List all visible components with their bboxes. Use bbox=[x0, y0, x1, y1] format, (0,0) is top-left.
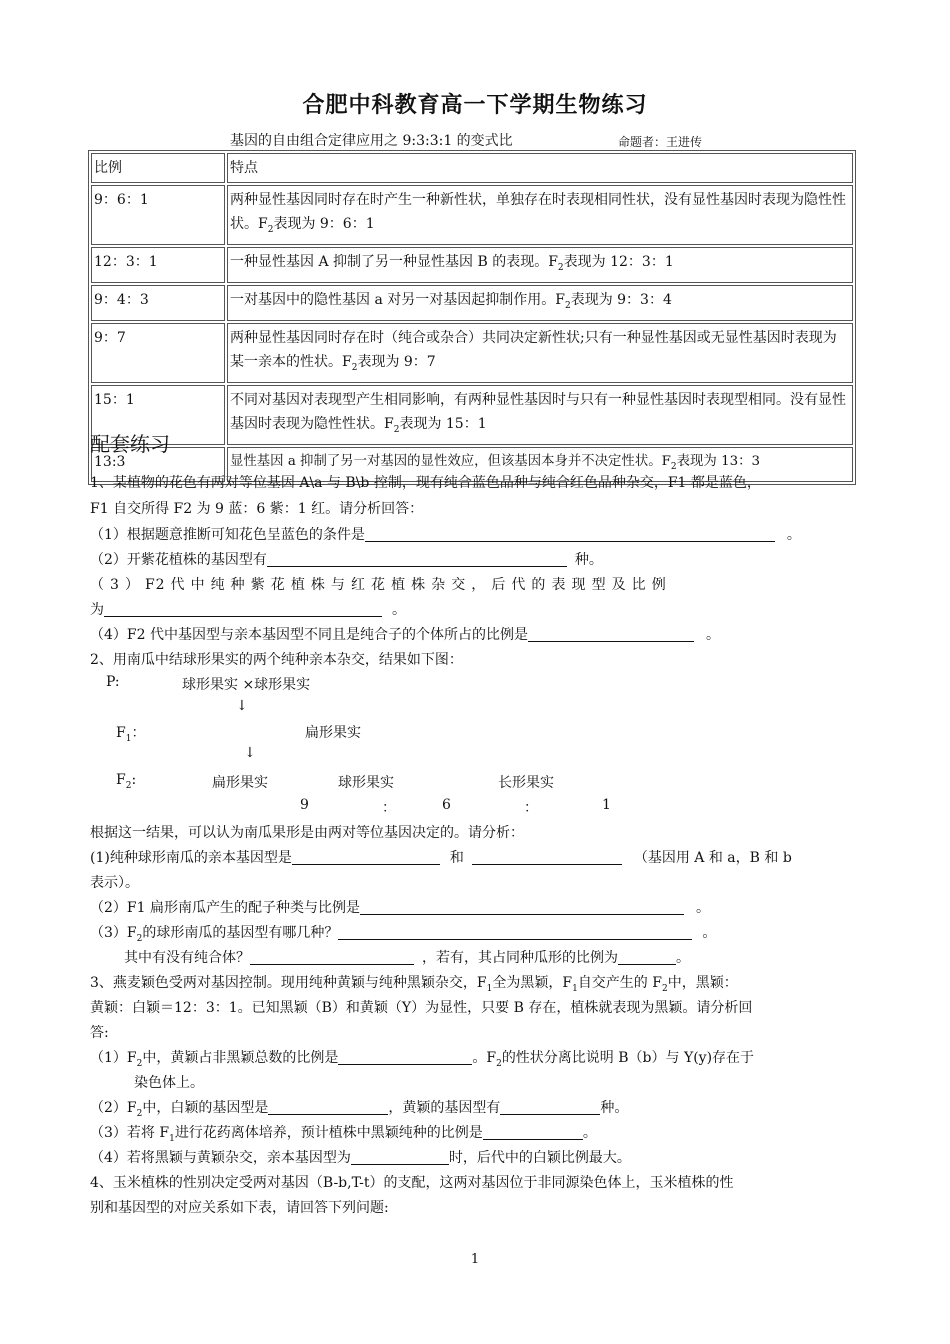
table-row bbox=[91, 323, 853, 383]
q2-ratio-1: 1 bbox=[602, 797, 611, 813]
table-header-feature: 特点 bbox=[227, 153, 853, 183]
q3-part1: $(1)F_2$中，黄颖占非黑颖总数的比例是 。$F_2$的性状分离比说明 B（b）与 Y(y)存在于 bbox=[90, 1050, 755, 1069]
q2-answer-blank-2[interactable] bbox=[472, 848, 622, 865]
table-header-ratio: 比例 bbox=[91, 153, 225, 183]
q2-sub3: $(3)F_2$的球形南瓜的基因型有哪几种？ 。 bbox=[90, 925, 717, 944]
page-title: 合肥中科教育高一下学期生物练习 bbox=[302, 93, 648, 118]
table-cell-feature: 两种显性基因同时存在时（纯合或杂合）共同决定新性状;只有一种显性基因或无显性基因时表现为某一亲本的性状。$F_2$表现为 9：7 bbox=[227, 323, 853, 383]
q3-stem-line2: 黄颖：白颖＝12：3：1。已知黑颖（B）和黄颖（Y）为显性，只要 B 存在，植株就表现为黑颖。请分析回 bbox=[90, 1000, 753, 1016]
q3-stem-line3: 答: bbox=[90, 1025, 109, 1041]
q2-f2-phenotype-long: 长形果实 bbox=[498, 775, 554, 791]
q1-answer-blank-4[interactable] bbox=[528, 625, 694, 642]
table-cell-feature: 两种显性基因同时存在时产生一种新性状，单独存在时表现相同性状，没有显性基因时表现为隐性性状。$F_2$表现为 9：6：1 bbox=[227, 185, 853, 245]
q3-answer-blank-3[interactable] bbox=[500, 1098, 600, 1115]
q1-stem-line1: 1、某植物的花色有两对等位基因 A\a 与 B\b 控制，现有纯合蓝色品种与纯合红色品种杂交，F1 都是蓝色， bbox=[90, 475, 761, 491]
q1-part3-line2: 为 。 bbox=[90, 602, 406, 618]
q1-answer-blank-2[interactable] bbox=[267, 550, 567, 567]
q3-answer-blank-2[interactable] bbox=[268, 1098, 388, 1115]
q1-answer-blank-1[interactable] bbox=[365, 525, 775, 542]
q2-ratio-colon: ： bbox=[382, 800, 396, 816]
q2-f1-label: $F_1$： bbox=[116, 725, 146, 744]
q2-answer-blank-3[interactable] bbox=[360, 898, 684, 915]
q2-ratio-6: 6 bbox=[442, 797, 451, 813]
q2-sub1-cont: 表示）。 bbox=[90, 875, 139, 891]
q2-stem: 2、用南瓜中结球形果实的两个纯种亲本杂交，结果如下图： bbox=[90, 652, 463, 668]
table-row bbox=[91, 185, 853, 245]
q4-stem-line1: 4、玉米植株的性别决定受两对基因（B-b,T-t）的支配，这两对基因位于非同源染色体上，玉米植株的性 bbox=[90, 1175, 734, 1191]
table-cell-feature: 一种显性基因 A 抑制了另一种显性基因 B 的表现。$F_2$表现为 12：3：1 bbox=[227, 247, 853, 283]
table-cell-ratio: 9：4：3 bbox=[91, 285, 225, 321]
q2-ratio-colon: ： bbox=[524, 800, 538, 816]
q1-part2: （2）开紫花植株的基因型有 种。 bbox=[90, 552, 603, 568]
q2-answer-blank-1[interactable] bbox=[292, 848, 440, 865]
q3-part3: （3）若将 $F_1$进行花药离体培养，预计植株中黑颖纯种的比例是 。 bbox=[90, 1125, 597, 1144]
table-cell-feature: 一对基因中的隐性基因 a 对另一对基因起抑制作用。$F_2$表现为 9：3：4 bbox=[227, 285, 853, 321]
q2-answer-blank-4[interactable] bbox=[338, 923, 692, 940]
section-title: 配套练习 bbox=[90, 432, 170, 456]
q3-stem-line1: 3、燕麦颖色受两对基因控制。现用纯种黄颖与纯种黑颖杂交，$F_1$全为黑颖，$F_1$自交产生的 $F_2$中，黑颖： bbox=[90, 975, 738, 994]
q2-f2-phenotype-round: 球形果实 bbox=[338, 775, 394, 791]
table-cell-feature: 不同对基因对表现型产生相同影响，有两种显性基因时与只有一种显性基因时表现型相同。没有显性基因时表现为隐性性状。$F_2$表现为 15：1 bbox=[227, 385, 853, 445]
q3-answer-blank-5[interactable] bbox=[351, 1148, 449, 1165]
q3-answer-blank-1[interactable] bbox=[338, 1048, 472, 1065]
author-label: 命题者：王进传 bbox=[618, 135, 703, 149]
table-cell-feature: 显性基因 a 抑制了另一对基因的显性效应，但该基因本身并不决定性状。$F_2$表现为 13：3 bbox=[227, 447, 853, 482]
q3-part2: $(2)F_2$中，白颖的基因型是 ，黄颖的基因型有 种。 bbox=[90, 1100, 629, 1119]
arrow-down-icon: ↓ bbox=[236, 698, 248, 714]
table-cell-ratio: 12：3：1 bbox=[91, 247, 225, 283]
q1-part1: （1）根据题意推断可知花色呈蓝色的条件是 。 bbox=[90, 527, 801, 543]
table-cell-ratio: 9：6：1 bbox=[91, 185, 225, 245]
table-row bbox=[91, 247, 853, 283]
q2-f2-label: $F_2$: bbox=[116, 772, 137, 791]
q2-sub1: (1)纯种球形南瓜的亲本基因型是 和 （基因用 A 和 a，B 和 b bbox=[90, 850, 792, 866]
table-cell-ratio: 15：1 bbox=[91, 385, 225, 445]
q2-ratio-9: 9 bbox=[300, 797, 309, 813]
q3-answer-blank-4[interactable] bbox=[483, 1123, 583, 1140]
q2-answer-blank-6[interactable] bbox=[618, 948, 676, 965]
q1-part4: （4）F2 代中基因型与亲本基因型不同且是纯合子的个体所占的比例是 。 bbox=[90, 627, 720, 643]
arrow-down-icon: ↓ bbox=[244, 745, 256, 761]
q2-sub4: 其中有没有纯合体？ ，若有，其占同种瓜形的比例为 。 bbox=[124, 950, 690, 966]
q1-part3-line1: （ 3 ） F2 代 中 纯 种 紫 花 植 株 与 红 花 植 株 杂 交 ， 后 代 的 表 现 型 及 比 例 bbox=[90, 577, 667, 593]
table-cell-ratio: 13:3 bbox=[91, 447, 225, 482]
q4-stem-line2: 别和基因型的对应关系如下表，请回答下列问题: bbox=[90, 1200, 389, 1216]
table-cell-ratio: 9：7 bbox=[91, 323, 225, 383]
q2-answer-blank-5[interactable] bbox=[250, 948, 414, 965]
q2-analysis: 根据这一结果，可以认为南瓜果形是由两对等位基因决定的。请分析： bbox=[90, 825, 524, 841]
table-row bbox=[91, 285, 853, 321]
q3-part1-cont: 染色体上。 bbox=[134, 1075, 204, 1091]
page-number: 1 bbox=[470, 1252, 480, 1267]
q2-p-label: P: bbox=[106, 674, 120, 690]
q2-sub2: （2）F1 扁形南瓜产生的配子种类与比例是 。 bbox=[90, 900, 710, 916]
table-row bbox=[91, 385, 853, 445]
q2-f2-phenotype-flat: 扁形果实 bbox=[212, 775, 268, 791]
q1-stem-line2: F1 自交所得 F2 为 9 蓝：6 紫：1 红。请分析回答： bbox=[90, 501, 424, 517]
q2-f1-phenotype: 扁形果实 bbox=[305, 725, 361, 741]
q1-answer-blank-3[interactable] bbox=[104, 600, 382, 617]
table-header-row bbox=[91, 153, 853, 183]
q2-p-cross: 球形果实 ×球形果实 bbox=[182, 677, 311, 693]
q3-part4: （4）若将黑颖与黄颖杂交，亲本基因型为 时，后代中的白颖比例最大。 bbox=[90, 1150, 631, 1166]
ratio-table bbox=[88, 150, 856, 485]
page-subtitle: 基因的自由组合定律应用之 9:3:3:1 的变式比 bbox=[230, 133, 513, 149]
